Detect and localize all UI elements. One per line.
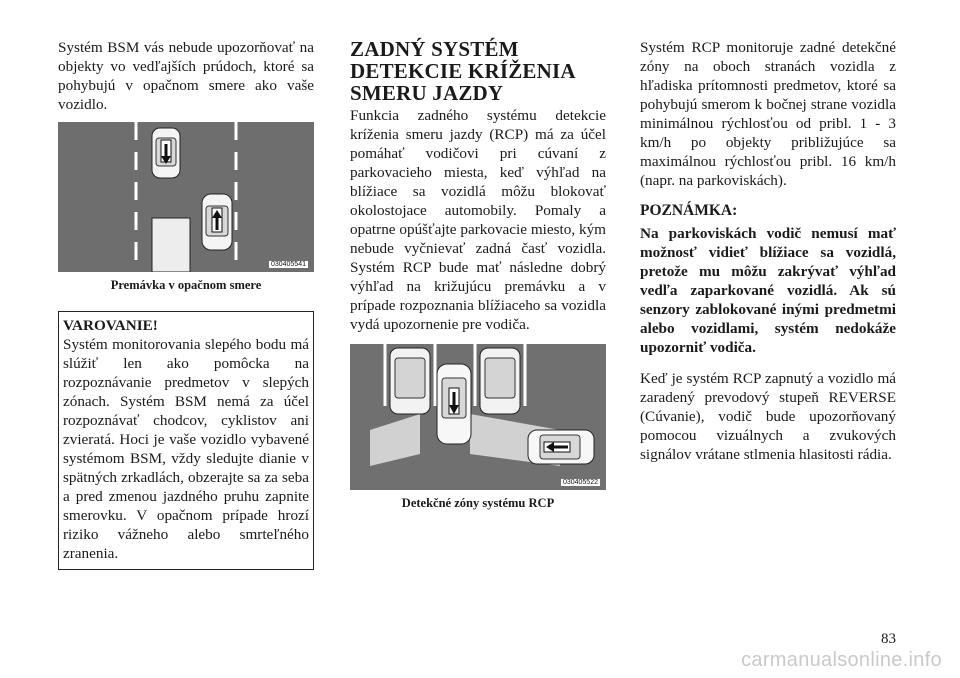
rcp-zones-illustration [350,344,606,490]
warning-title: VAROVANIE! [63,317,158,334]
opposite-traffic-figure [58,122,314,272]
page-number: 83 [881,631,896,647]
rcp-monitoring-text: Systém RCP monitoruje zadné detekčné zóny na oboch stranách vozidla z hľadiska prítomnosti predmetov, ktoré sa pohybujú smerom k bočnej strane vozidla minimálnou rýchlosťou od pribl. 1 - 3 km/h po objekty približujúce sa maximálnou rýchlosťou pribl. 16 km/h (napr. na parkoviskách). [640,39,896,189]
figure-code: 030405541 [270,261,306,268]
middle-column [350,38,606,511]
opposite-traffic-illustration [58,122,314,272]
right-column [640,38,896,464]
watermark-text: carmanualsonline.info [741,649,942,671]
note-text: Na parkoviskách vodič nemusí mať možnosť vidieť blížiace sa vozidlá, pretože mu môžu zakrývať výhľad vedľa zaparkované vozidlá. Ak sú senzory zablokované inými predmetmi alebo vozidlami, systém nedokáže upozorniť vodiča. [640,225,896,356]
warning-box [58,311,314,570]
section-heading: ZADNÝ SYSTÉM DETEKCIE KRÍŽENIA SMERU JAZDY [350,37,575,105]
figure-code: 030405522 [562,479,598,486]
rcp-reverse-text: Keď je systém RCP zapnutý a vozidlo má zaradený prevodový stupeň REVERSE (Cúvanie), vodič bude upozorňovaný pomocou vizuálnych a zvukových signálov vrátane stlmenia hlasitosti rádia. [640,370,896,463]
figure-caption: Detekčné zóny systému RCP [401,496,555,510]
rcp-zones-figure [350,344,606,490]
warning-text: Systém monitorovania slepého bodu má slúžiť len ako pomôcka na rozpoznávanie predmetov v slepých zónach. Systém BSM nemá za účel rozpoznávať chodcov, cyklistov ani zvieratá. Hoci je vaše vozidlo vybavené systémom BSM, vždy sledujte dianie v spätných zrkadlách, obzerajte sa za seba a pred zmenou jazdného pruhu zapnite smerovku. V opačnom prípade hrozí riziko vážneho alebo smrteľného zranenia. [63,336,309,562]
left-column [58,38,314,570]
rcp-description-text: Funkcia zadného systému detekcie kríženia smeru jazdy (RCP) má za účel pomáhať vodičovi pri cúvaní z parkovacieho miesta, keď výhľad na blížiace sa vozidlá môžu blokovať okolostojace automobily. Pomaly a opatrne opúšťajte parkovacie miesto, kým nebude vyčnievať zadná časť vozidla. Systém RCP bude mať následne dobrý výhľad na križujúcu premávku a v prípade rozpoznania blížiaceho sa vozidla vydá upozornenie pre vodiča. [350,107,606,333]
note-title: POZNÁMKA: [640,202,738,219]
figure-caption: Premávka v opačnom smere [110,278,262,292]
bsm-intro-text: Systém BSM vás nebude upozorňovať na objekty vo vedľajších prúdoch, ktoré sa pohybujú v opačnom smere ako vaše vozidlo. [58,39,314,113]
